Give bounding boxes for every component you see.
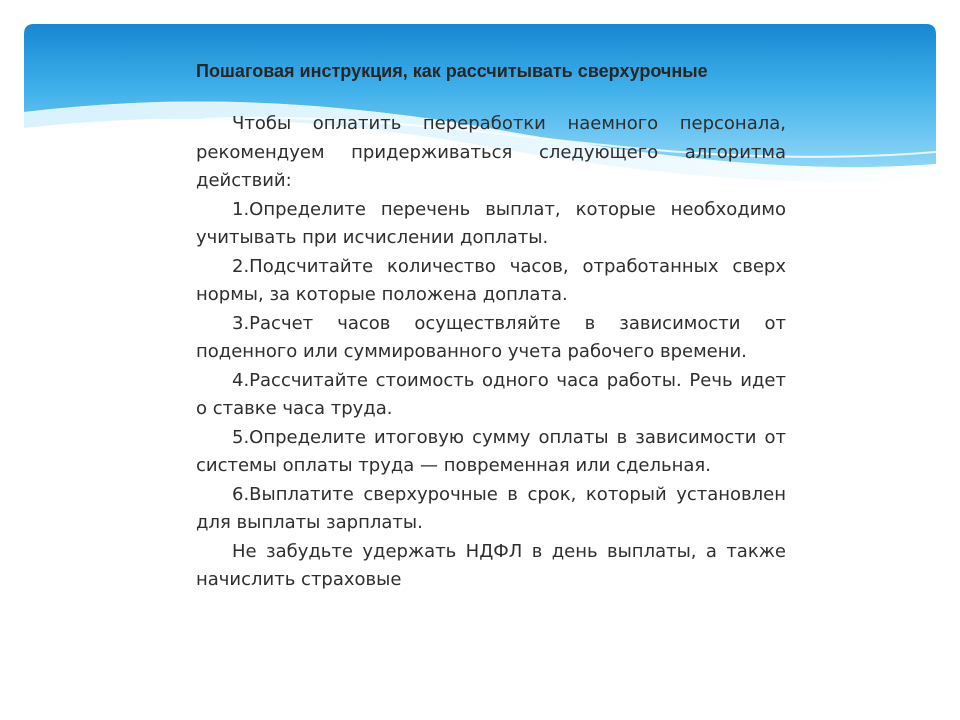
step-4: 4.Рассчитайте стоимость одного часа работы. Речь идет о ставке часа труда. (196, 369, 786, 419)
step-6: 6.Выплатите сверхурочные в срок, который установлен для выплаты зарплаты. (196, 483, 786, 533)
slide-content (196, 58, 786, 595)
intro-paragraph: Чтобы оплатить переработки наемного персонала, рекомендуем придерживаться следующего алгоритма действий: (196, 113, 786, 191)
slide-title: Пошаговая инструкция, как рассчитывать сверхурочные (196, 61, 708, 81)
closing-paragraph: Не забудьте удержать НДФЛ в день выплаты, а также начислить страховые (196, 540, 786, 590)
step-2: 2.Подсчитайте количество часов, отработанных сверх нормы, за которые положена доплата. (196, 255, 786, 305)
step-5: 5.Определите итоговую сумму оплаты в зависимости от системы оплаты труда — повременная или сдельная. (196, 426, 786, 476)
step-1: 1.Определите перечень выплат, которые необходимо учитывать при исчислении доплаты. (196, 198, 786, 248)
step-3: 3.Расчет часов осуществляйте в зависимости от поденного или суммированного учета рабочего времени. (196, 312, 786, 362)
